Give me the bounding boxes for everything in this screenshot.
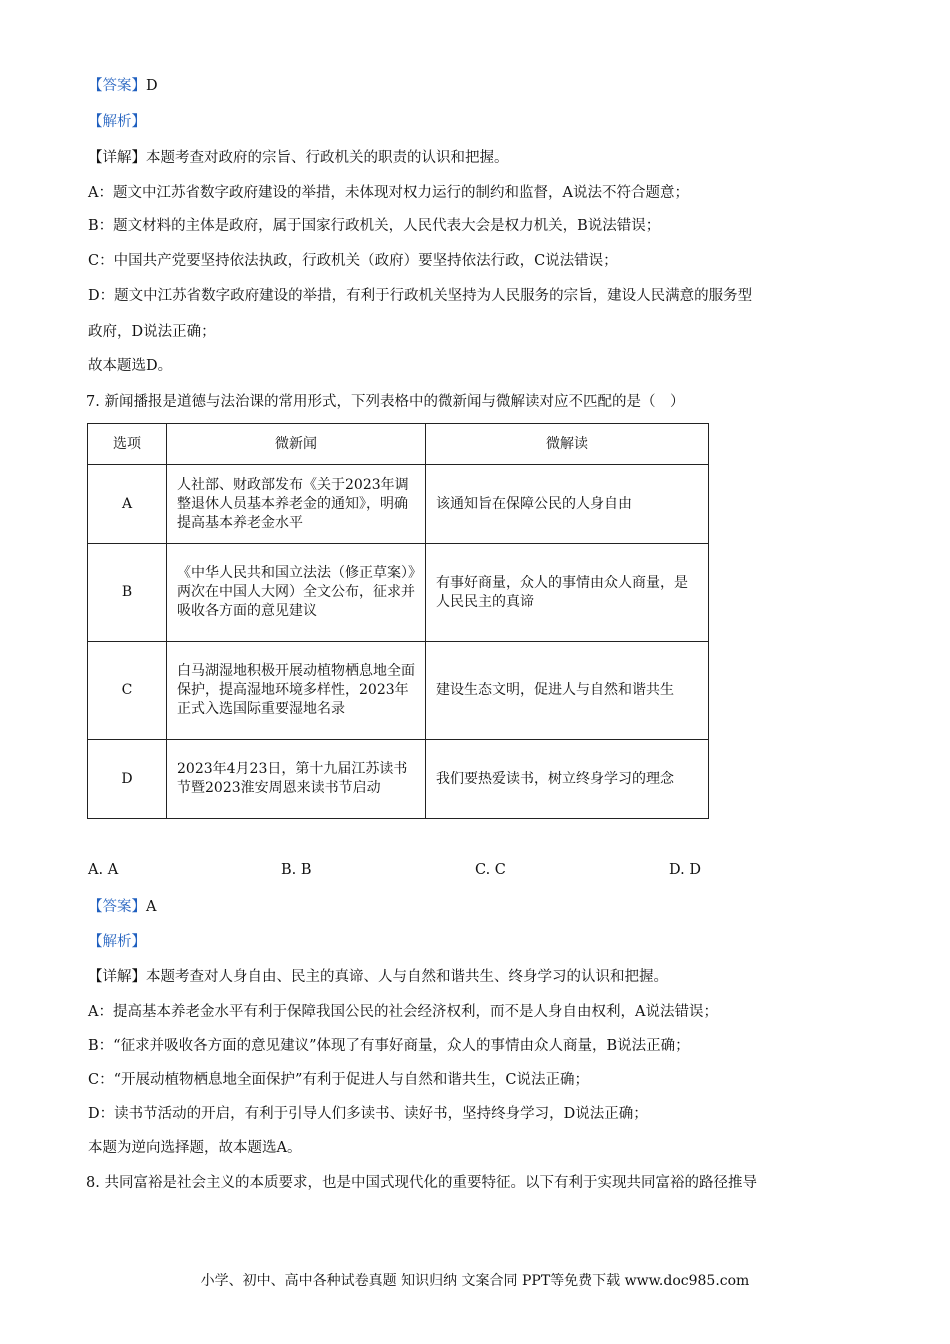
row-option: D bbox=[88, 740, 167, 819]
news-text: 白马湖湿地积极开展动植物栖息地全面保护，提高湿地环境多样性，2023年正式入选国际重要湿地名录 bbox=[177, 663, 415, 717]
choice-b[interactable]: B. B bbox=[281, 862, 312, 878]
q7-analysis-label: 【解析】 bbox=[88, 934, 146, 950]
choice-c[interactable]: C. C bbox=[475, 862, 506, 878]
q6-option-c-analysis: C：中国共产党要坚持依法执政，行政机关（政府）要坚持依法行政，C说法错误； bbox=[88, 253, 618, 269]
news-table bbox=[87, 423, 709, 819]
q7-option-d-analysis: D：读书节活动的开启，有利于引导人们多读书、读好书，坚持终身学习，D说法正确； bbox=[88, 1106, 648, 1122]
q7-conclusion: 本题为逆向选择题，故本题选A。 bbox=[88, 1140, 302, 1156]
q7-detail: 【详解】本题考查对人身自由、民主的真谛、人与自然和谐共生、终身学习的认识和把握。 bbox=[88, 969, 668, 985]
answer-value: A bbox=[146, 899, 157, 915]
news-text: 《中华人民共和国立法法（修正草案）》两次在中国人大网）全文公布，征求并吸收各方面的意见建议 bbox=[177, 565, 415, 619]
row-reading bbox=[426, 642, 709, 740]
row-news bbox=[167, 465, 426, 544]
row-reading bbox=[426, 465, 709, 544]
row-option: A bbox=[88, 465, 167, 544]
table-header-row bbox=[88, 424, 709, 465]
q7-option-a-analysis: A：提高基本养老金水平有利于保障我国公民的社会经济权利，而不是人身自由权利，A说法错误； bbox=[88, 1004, 718, 1020]
choice-a[interactable]: A. A bbox=[88, 862, 119, 878]
q8-stem: 8. 共同富裕是社会主义的本质要求，也是中国式现代化的重要特征。以下有利于实现共同富裕的路径推导 bbox=[86, 1175, 757, 1191]
q6-analysis-label: 【解析】 bbox=[88, 114, 146, 130]
reading-text: 有事好商量，众人的事情由众人商量，是人民民主的真谛 bbox=[436, 574, 688, 610]
q6-detail: 【详解】本题考查对政府的宗旨、行政机关的职责的认识和把握。 bbox=[88, 150, 509, 166]
reading-text: 建设生态文明，促进人与自然和谐共生 bbox=[436, 682, 674, 698]
row-reading bbox=[426, 544, 709, 642]
table-row bbox=[88, 544, 709, 642]
row-reading bbox=[426, 740, 709, 819]
page-footer: 小学、初中、高中各种试卷真题 知识归纳 文案合同 PPT等免费下载 www.doc985.com bbox=[200, 1273, 750, 1289]
row-option: B bbox=[88, 544, 167, 642]
table-row bbox=[88, 642, 709, 740]
header-reading: 微解读 bbox=[426, 424, 709, 465]
answer-label: 【答案】 bbox=[88, 78, 146, 94]
row-news bbox=[167, 740, 426, 819]
q6-option-d-analysis: D：题文中江苏省数字政府建设的举措，有利于行政机关坚持为人民服务的宗旨，建设人民满意的服务型 bbox=[88, 288, 753, 304]
q6-answer bbox=[88, 76, 158, 96]
q7-answer bbox=[88, 897, 156, 917]
q7-stem: 7. 新闻播报是道德与法治课的常用形式，下列表格中的微新闻与微解读对应不匹配的是（ ） bbox=[86, 394, 685, 410]
q7-option-c-analysis: C：“开展动植物栖息地全面保护”有利于促进人与自然和谐共生，C说法正确； bbox=[88, 1072, 590, 1088]
answer-value: D bbox=[146, 78, 158, 94]
answer-label: 【答案】 bbox=[88, 899, 146, 915]
news-text: 2023年4月23日，第十九届江苏读书节暨2023淮安周恩来读书节启动 bbox=[177, 761, 408, 796]
news-text: 人社部、财政部发布《关于2023年调整退休人员基本养老金的通知》，明确提高基本养老金水平 bbox=[177, 476, 409, 531]
header-news: 微新闻 bbox=[167, 424, 426, 465]
table-row bbox=[88, 740, 709, 819]
reading-text: 该通知旨在保障公民的人身自由 bbox=[436, 495, 632, 512]
table-row bbox=[88, 465, 709, 544]
row-option: C bbox=[88, 642, 167, 740]
reading-text: 我们要热爱读书，树立终身学习的理念 bbox=[436, 770, 674, 787]
q7-choices bbox=[88, 862, 888, 882]
row-news bbox=[167, 544, 426, 642]
q7-option-b-analysis: B：“征求并吸收各方面的意见建议”体现了有事好商量，众人的事情由众人商量，B说法正确； bbox=[88, 1038, 690, 1054]
row-news bbox=[167, 642, 426, 740]
header-option: 选项 bbox=[88, 424, 167, 465]
q6-option-a-analysis: A：题文中江苏省数字政府建设的举措，未体现对权力运行的制约和监督，A说法不符合题意； bbox=[88, 185, 689, 201]
choice-d[interactable]: D. D bbox=[669, 862, 701, 878]
q6-conclusion: 故本题选D。 bbox=[88, 358, 173, 374]
q6-option-d-analysis-cont: 政府，D说法正确； bbox=[88, 324, 216, 340]
q6-option-b-analysis: B：题文材料的主体是政府，属于国家行政机关，人民代表大会是权力机关，B说法错误； bbox=[88, 218, 661, 234]
